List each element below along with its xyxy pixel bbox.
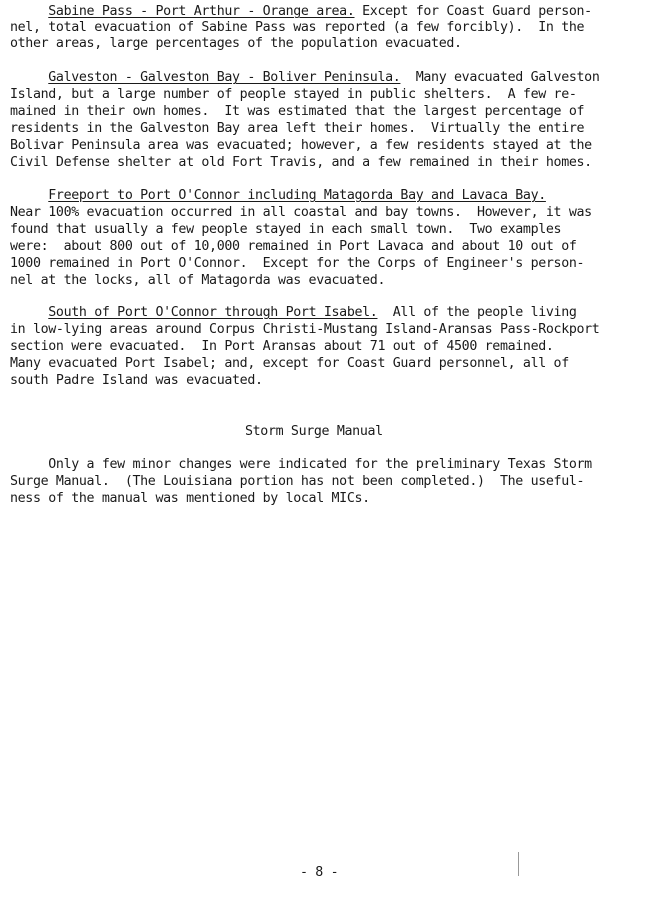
- paragraph-line: mained in their own homes. It was estimated that the largest percentage of: [10, 104, 585, 119]
- paragraph-line: in low-lying areas around Corpus Christi-Mustang Island-Aransas Pass-Rockport: [10, 322, 600, 337]
- paragraph-line: Civil Defense shelter at old Fort Travis, and a few remained in their homes.: [10, 155, 592, 170]
- paragraph-line: other areas, large percentages of the population evacuated.: [10, 36, 462, 51]
- paragraph-line: All of the people living: [377, 305, 577, 320]
- paragraph-line: nel at the locks, all of Matagorda was evacuated.: [10, 273, 386, 288]
- section-heading-freeport: Freeport to Port O'Connor including Matagorda Bay and Lavaca Bay.: [48, 188, 546, 203]
- paragraph-line: 1000 remained in Port O'Connor. Except for the Corps of Engineer's person-: [10, 256, 585, 271]
- paragraph-line: Near 100% evacuation occurred in all coastal and bay towns. However, it was: [10, 205, 592, 220]
- scan-artifact-mark: [518, 852, 519, 876]
- paragraph-line: were: about 800 out of 10,000 remained in Port Lavaca and about 10 out of: [10, 239, 577, 254]
- paragraph-line: residents in the Galveston Bay area left their homes. Virtually the entire: [10, 121, 585, 136]
- paragraph-line: ness of the manual was mentioned by local MICs.: [10, 491, 370, 506]
- manual-section-title: Storm Surge Manual: [245, 424, 383, 439]
- section-sabine-first-line: [10, 4, 592, 20]
- paragraph-line: Surge Manual. (The Louisiana portion has not been completed.) The useful-: [10, 474, 585, 489]
- section-heading-galveston: Galveston - Galveston Bay - Boliver Peninsula.: [48, 70, 401, 85]
- paragraph-line: Many evacuated Port Isabel; and, except for Coast Guard personnel, all of: [10, 356, 569, 371]
- paragraph-line: Except for Coast Guard person-: [354, 4, 592, 19]
- section-heading-south: South of Port O'Connor through Port Isabel.: [48, 305, 378, 320]
- paragraph-line: section were evacuated. In Port Aransas about 71 out of 4500 remained.: [10, 339, 554, 354]
- paragraph-line: south Padre Island was evacuated.: [10, 373, 263, 388]
- page-number: - 8 -: [300, 865, 339, 880]
- section-south-first-line: [10, 305, 577, 321]
- paragraph-line: Only a few minor changes were indicated for the preliminary Texas Storm: [10, 457, 592, 472]
- paragraph-line: Many evacuated Galveston: [400, 70, 600, 85]
- paragraph-line: nel, total evacuation of Sabine Pass was reported (a few forcibly). In the: [10, 20, 585, 35]
- paragraph-line: found that usually a few people stayed in each small town. Two examples: [10, 222, 562, 237]
- section-heading-sabine: Sabine Pass - Port Arthur - Orange area.: [48, 4, 355, 19]
- section-freeport-first-line: [10, 188, 546, 204]
- paragraph-line: Bolivar Peninsula area was evacuated; however, a few residents stayed at the: [10, 138, 592, 153]
- section-galveston-first-line: [10, 70, 599, 86]
- paragraph-line: Island, but a large number of people stayed in public shelters. A few re-: [10, 87, 577, 102]
